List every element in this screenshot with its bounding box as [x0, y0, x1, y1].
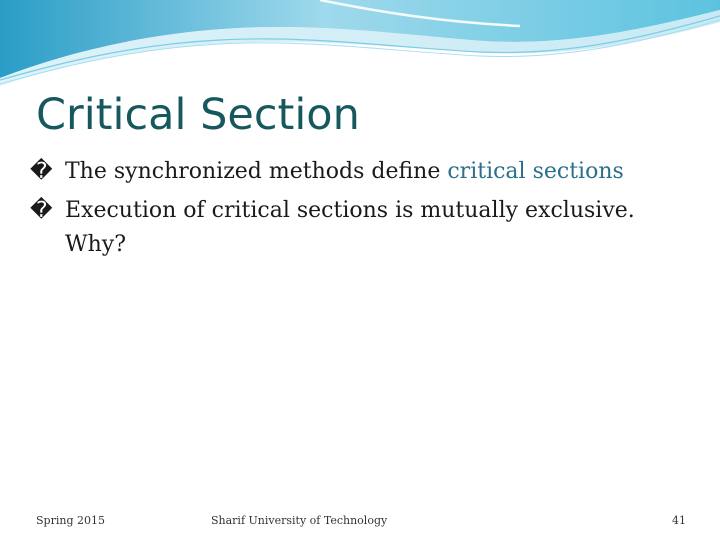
footer-page-number: 41 — [672, 514, 686, 527]
bullet-text: Execution of critical sections is mutually exclusive. Why? — [65, 198, 635, 257]
bullet-text: The synchronized methods define — [65, 159, 448, 184]
footer-organization: Sharif University of Technology — [211, 514, 388, 527]
bullet-marker-icon: � — [30, 159, 53, 184]
bullet-list — [30, 155, 680, 267]
header-wave-decoration — [0, 0, 720, 90]
bullet-highlight-text: critical sections — [447, 159, 624, 184]
bullet-item — [30, 155, 680, 189]
slide-title: Critical Section — [36, 90, 360, 140]
bullet-marker-icon: � — [30, 198, 53, 223]
footer-date: Spring 2015 — [36, 514, 105, 527]
bullet-item — [30, 194, 680, 262]
